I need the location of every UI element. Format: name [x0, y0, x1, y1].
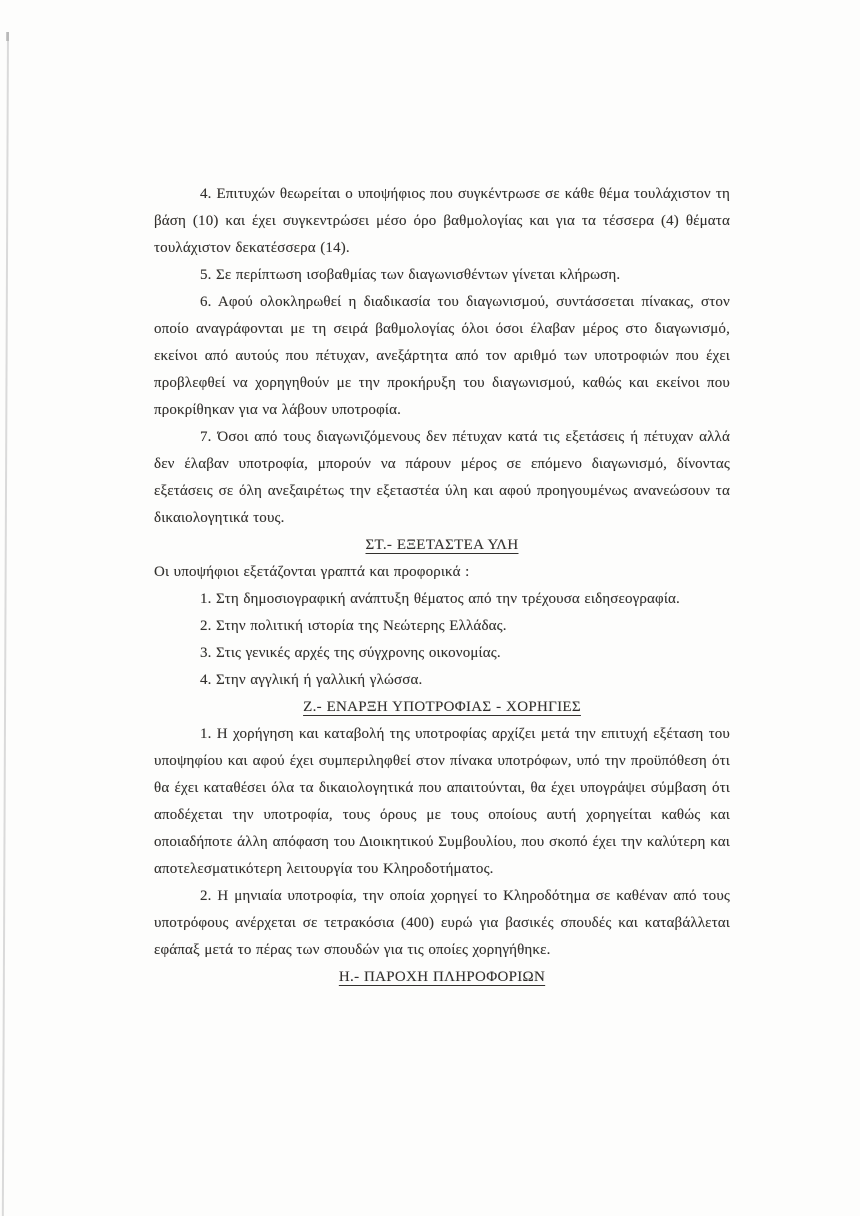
exam-subject-item-3: 3. Στις γενικές αρχές της σύγχρονης οικονομίας. [200, 645, 501, 661]
paragraph-6-results-table: 6. Αφού ολοκληρωθεί η διαδικασία του διαγωνισμού, συντάσσεται πίνακας, στον οποίο αναγράφονται με τη σειρά βαθμολογίας όλοι όσοι έλαβαν μέρος στο διαγωνισμό, εκείνοι από αυτούς που πέτυχαν, ανεξάρτητα από τον αριθμό των υποτροφιών που έχει προβλεφθεί να χορηγηθούν με την προκήρυξη του διαγωνισμού, καθώς και εκείνοι που προκρίθηκαν για να λάβουν υποτροφία. [154, 294, 730, 418]
section-heading-exam-material: ΣΤ.- ΕΞΕΤΑΣΤΕΑ ΥΛΗ [365, 537, 519, 553]
paragraph-5-tie-drawing: 5. Σε περίπτωση ισοβαθμίας των διαγωνισθέντων γίνεται κλήρωση. [200, 267, 621, 283]
scholarship-paragraph-1-grant-conditions: 1. Η χορήγηση και καταβολή της υποτροφίας αρχίζει μετά την επιτυχή εξέταση του υποψηφίου και αφού έχει συμπεριληφθεί στον πίνακα υποτρόφων, υπό την προϋπόθεση ότι θα έχει καταθέσει όλα τα δικαιολογητικά που απαιτούνται, θα έχει υπογράψει σύμβαση ότι αποδέχεται την υποτροφία, τους όρους με τους οποίους αυτή χορηγείται καθώς και οποιαδήποτε άλλη απόφαση του Διοικητικού Συμβουλίου, που σκοπό έχει την καλύτερη και αποτελεσματικότερη λειτουργία του Κληροδοτήματος. [154, 726, 730, 877]
paragraph-7-retake-exams: 7. Όσοι από τους διαγωνιζόμενους δεν πέτυχαν κατά τις εξετάσεις ή πέτυχαν αλλά δεν έλαβαν υποτροφία, μπορούν να πάρουν μέρος σε επόμενο διαγωνισμό, δίνοντας εξετάσεις σε όλη ανεξαιρέτως την εξεταστέα ύλη και αφού προηγουμένως ανανεώσουν τα δικαιολογητικά τους. [154, 429, 730, 526]
scholarship-paragraph-2-monthly-amount: 2. Η μηνιαία υποτροφία, την οποία χορηγεί το Κληροδότημα σε καθέναν από τους υποτρόφους ανέρχεται σε τετρακόσια (400) ευρώ για βασικές σπουδές και καταβάλλεται εφάπαξ μετά το πέρας των σπουδών για τις οποίες χορηγήθηκε. [154, 888, 730, 958]
document-text-block [154, 181, 730, 991]
section-heading-information: Η.- ΠΑΡΟΧΗ ΠΛΗΡΟΦΟΡΙΩΝ [338, 969, 546, 985]
section-heading-scholarship-start: Ζ.- ΕΝΑΡΞΗ ΥΠΟΤΡΟΦΙΑΣ - ΧΟΡΗΓΙΕΣ [303, 699, 581, 715]
scan-edge-artifact-blip [6, 32, 9, 41]
exam-material-intro: Οι υποψήφιοι εξετάζονται γραπτά και προφορικά : [154, 564, 470, 580]
scan-edge-artifact-line [2, 32, 9, 1216]
paragraph-4-successful-candidate: 4. Επιτυχών θεωρείται ο υποψήφιος που συγκέντρωσε σε κάθε θέμα τουλάχιστον τη βάση (10) και έχει συγκεντρώσει μέσο όρο βαθμολογίας και για τα τέσσερα (4) θέματα τουλάχιστον δεκατέσσερα (14). [154, 186, 730, 256]
exam-subject-item-2: 2. Στην πολιτική ιστορία της Νεώτερης Ελλάδας. [200, 618, 507, 634]
exam-subject-item-4: 4. Στην αγγλική ή γαλλική γλώσσα. [200, 672, 423, 688]
exam-subject-item-1: 1. Στη δημοσιογραφική ανάπτυξη θέματος από την τρέχουσα ειδησεογραφία. [200, 591, 680, 607]
